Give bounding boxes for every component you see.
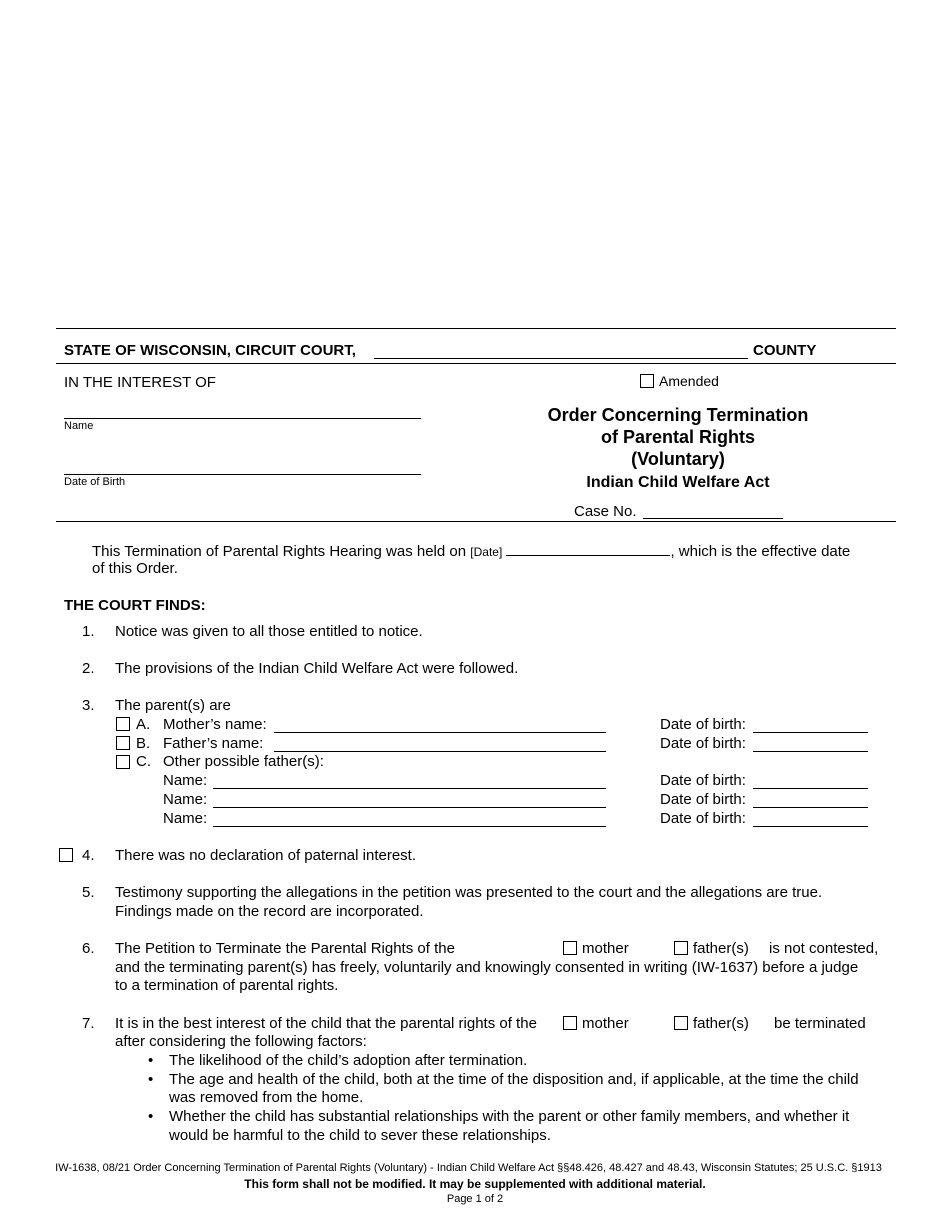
form-title-line-3: (Voluntary) xyxy=(631,449,725,469)
item-5-text-b: Findings made on the record are incorporated. xyxy=(115,903,424,920)
county-label: COUNTY xyxy=(753,342,817,359)
intro-text xyxy=(92,541,850,561)
other-father-3-dob-field[interactable] xyxy=(753,826,868,827)
amended-checkbox[interactable] xyxy=(640,374,654,388)
option-a-letter: A. xyxy=(136,716,151,733)
factor-2-text-b: was removed from the home. xyxy=(169,1089,364,1106)
item-6-number: 6. xyxy=(82,940,95,957)
item-6-text-d: to a termination of parental rights. xyxy=(115,977,339,994)
state-court-label: STATE OF WISCONSIN, CIRCUIT COURT, xyxy=(64,342,356,359)
item-1-text: Notice was given to all those entitled to notice. xyxy=(115,623,423,640)
in-the-interest-of-label: IN THE INTEREST OF xyxy=(64,374,216,391)
item-6-text-c: and the terminating parent(s) has freely, voluntarily and knowingly consented in writing (IW-1637) before a judge xyxy=(115,959,859,976)
item-6-mother-checkbox[interactable] xyxy=(563,941,577,955)
item-5-text-a: Testimony supporting the allegations in the petition was presented to the court and the allegations are true. xyxy=(115,884,823,901)
mother-name-label: Mother’s name: xyxy=(163,716,267,733)
item-6-fathers-checkbox[interactable] xyxy=(674,941,688,955)
item-1-number: 1. xyxy=(82,623,95,640)
header-bottom-rule xyxy=(56,521,896,522)
item-6-text-a: The Petition to Terminate the Parental Rights of the xyxy=(115,940,455,957)
item-7-text-c: after considering the following factors: xyxy=(115,1033,367,1050)
header-top-rule xyxy=(56,328,896,329)
item-2-text: The provisions of the Indian Child Welfare Act were followed. xyxy=(115,660,519,677)
other-father-2-dob-label: Date of birth: xyxy=(660,791,746,808)
factor-1-text: The likelihood of the child’s adoption after termination. xyxy=(169,1052,528,1069)
hearing-date-field[interactable] xyxy=(506,541,670,556)
footer-form-id: IW-1638, 08/21 Order Concerning Termination of Parental Rights (Voluntary) - Indian Child Welfare Act §§48.426, 48.427 and 48.43, Wisconsin Statutes; 25 U.S.C. §1913 xyxy=(55,1162,882,1174)
amended-label: Amended xyxy=(659,373,719,389)
factor-2-text-a: The age and health of the child, both at the time of the disposition and, if applicable, at the time the child xyxy=(169,1071,859,1088)
child-dob-label: Date of Birth xyxy=(64,476,126,488)
intro-text-b: , which is the effective date xyxy=(670,543,851,560)
item-7-mother-label: mother xyxy=(582,1015,629,1032)
item-4-checkbox[interactable] xyxy=(59,848,73,862)
item-6-fathers-label: father(s) xyxy=(693,940,749,957)
child-dob-field[interactable] xyxy=(64,474,421,475)
other-father-3-dob-label: Date of birth: xyxy=(660,810,746,827)
item-6-mother-label: mother xyxy=(582,940,629,957)
item-6-text-b: is not contested, xyxy=(769,940,879,957)
item-3-number: 3. xyxy=(82,697,95,714)
item-4-number: 4. xyxy=(82,847,95,864)
item-4-text: There was no declaration of paternal interest. xyxy=(115,847,417,864)
footer-notice: This form shall not be modified. It may be supplemented with additional material. xyxy=(244,1177,706,1191)
item-7-text-a: It is in the best interest of the child that the parental rights of the xyxy=(115,1015,537,1032)
other-father-2-name-field[interactable] xyxy=(213,807,606,808)
case-no-label: Case No. xyxy=(574,503,637,520)
factor-3-text-a: Whether the child has substantial relationships with the parent or other family members, and whether it xyxy=(169,1108,850,1125)
father-checkbox[interactable] xyxy=(116,736,130,750)
other-father-3-name-field[interactable] xyxy=(213,826,606,827)
bullet-icon: • xyxy=(148,1108,154,1125)
item-5-number: 5. xyxy=(82,884,95,901)
form-subtitle: Indian Child Welfare Act xyxy=(586,474,770,491)
father-dob-field[interactable] xyxy=(753,751,868,752)
other-father-1-dob-field[interactable] xyxy=(753,788,868,789)
item-7-number: 7. xyxy=(82,1015,95,1032)
option-b-letter: B. xyxy=(136,735,151,752)
mother-checkbox[interactable] xyxy=(116,717,130,731)
other-father-2-dob-field[interactable] xyxy=(753,807,868,808)
intro-text-c: of this Order. xyxy=(92,560,178,577)
item-7-mother-checkbox[interactable] xyxy=(563,1016,577,1030)
bullet-icon: • xyxy=(148,1071,154,1088)
case-no-field[interactable] xyxy=(643,518,783,519)
mother-dob-label: Date of birth: xyxy=(660,716,746,733)
date-tag: [Date] xyxy=(470,545,503,559)
father-dob-label: Date of birth: xyxy=(660,735,746,752)
court-finds-heading: THE COURT FINDS: xyxy=(64,597,206,614)
other-father-1-name-label: Name: xyxy=(163,772,208,789)
other-father-2-name-label: Name: xyxy=(163,791,208,808)
father-name-label: Father’s name: xyxy=(163,735,264,752)
item-7-text-b: be terminated xyxy=(774,1015,866,1032)
other-fathers-checkbox[interactable] xyxy=(116,755,130,769)
form-title-line-2: of Parental Rights xyxy=(600,427,756,447)
county-name-field[interactable] xyxy=(374,358,748,359)
item-7-fathers-checkbox[interactable] xyxy=(674,1016,688,1030)
mother-dob-field[interactable] xyxy=(753,732,868,733)
other-father-1-dob-label: Date of birth: xyxy=(660,772,746,789)
header-second-rule xyxy=(56,363,896,364)
other-father-1-name-field[interactable] xyxy=(213,788,606,789)
other-fathers-label: Other possible father(s): xyxy=(163,753,324,770)
intro-text-a: This Termination of Parental Rights Hearing was held on xyxy=(92,543,467,560)
option-c-letter: C. xyxy=(136,753,151,770)
child-name-field[interactable] xyxy=(64,418,421,419)
bullet-icon: • xyxy=(148,1052,154,1069)
item-7-fathers-label: father(s) xyxy=(693,1015,749,1032)
item-2-number: 2. xyxy=(82,660,95,677)
factor-3-text-b: would be harmful to the child to sever these relationships. xyxy=(169,1127,551,1144)
mother-name-field[interactable] xyxy=(274,732,606,733)
child-name-label: Name xyxy=(64,420,94,432)
father-name-field[interactable] xyxy=(274,751,606,752)
form-title-line-1: Order Concerning Termination xyxy=(547,405,809,425)
other-father-3-name-label: Name: xyxy=(163,810,208,827)
item-3-text: The parent(s) are xyxy=(115,697,231,714)
footer-page-number: Page 1 of 2 xyxy=(446,1193,504,1205)
